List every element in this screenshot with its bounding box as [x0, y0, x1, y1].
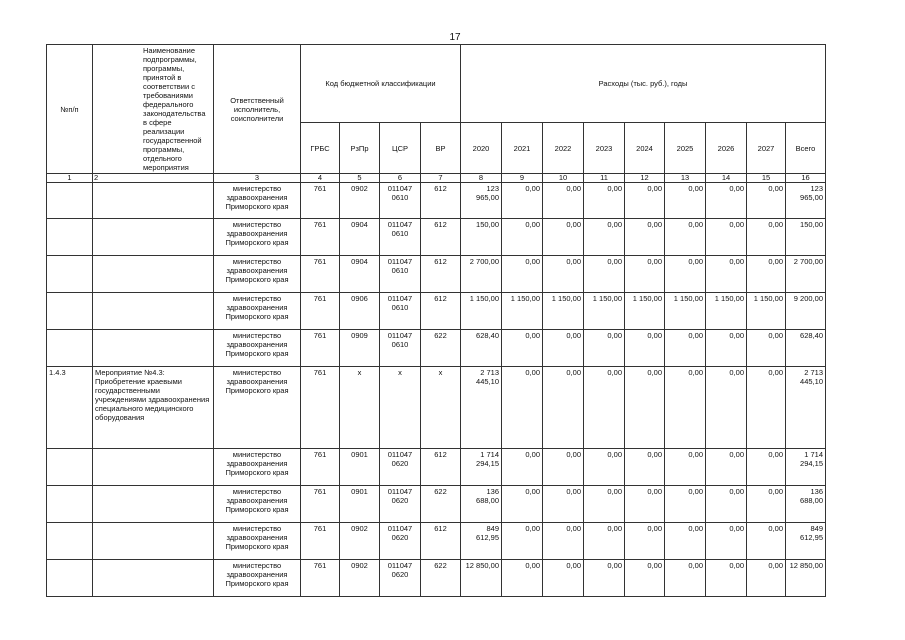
row-total: 9 200,00 — [786, 293, 826, 330]
row-value: 0,00 — [584, 523, 625, 560]
header-num: №п/п — [47, 45, 93, 174]
row-vr: 612 — [421, 183, 461, 219]
row-value: 0,00 — [625, 219, 665, 256]
row-value: 0,00 — [584, 330, 625, 367]
header-budget-code: Код бюджетной классификации — [301, 45, 461, 123]
header-csr: ЦСР — [380, 123, 421, 174]
row-grbs: 761 — [301, 486, 340, 523]
row-vr: 622 — [421, 486, 461, 523]
row-executor: министерство здравоохранения Приморского края — [214, 367, 301, 449]
row-number — [47, 256, 93, 293]
column-number: 6 — [380, 174, 421, 183]
row-value: 0,00 — [747, 523, 786, 560]
column-number: 14 — [706, 174, 747, 183]
column-number: 9 — [502, 174, 543, 183]
row-total: 628,40 — [786, 330, 826, 367]
row-value: 0,00 — [625, 256, 665, 293]
row-value: 0,00 — [706, 367, 747, 449]
row-number — [47, 523, 93, 560]
table-row — [47, 523, 826, 560]
row-name — [93, 330, 214, 367]
row-number — [47, 486, 93, 523]
row-executor: министерство здравоохранения Приморского края — [214, 449, 301, 486]
row-name — [93, 183, 214, 219]
row-value: 0,00 — [747, 330, 786, 367]
header-executor: Ответственный исполнитель, соисполнители — [214, 45, 301, 174]
row-grbs: 761 — [301, 183, 340, 219]
row-value: 0,00 — [665, 523, 706, 560]
row-value: 0,00 — [502, 330, 543, 367]
row-grbs: 761 — [301, 560, 340, 597]
row-csr: 011047 0610 — [380, 330, 421, 367]
row-number: 1.4.3 — [47, 367, 93, 449]
row-value: 0,00 — [543, 449, 584, 486]
row-grbs: 761 — [301, 523, 340, 560]
row-value: 0,00 — [543, 560, 584, 597]
row-grbs: 761 — [301, 449, 340, 486]
row-value: 0,00 — [543, 523, 584, 560]
row-rzpr: 0904 — [340, 256, 380, 293]
row-executor: министерство здравоохранения Приморского края — [214, 523, 301, 560]
row-value: 0,00 — [747, 560, 786, 597]
row-value: 0,00 — [502, 256, 543, 293]
row-value: 0,00 — [543, 256, 584, 293]
row-number — [47, 183, 93, 219]
row-rzpr: 0909 — [340, 330, 380, 367]
row-executor: министерство здравоохранения Приморского края — [214, 183, 301, 219]
row-value: 136 688,00 — [461, 486, 502, 523]
row-value: 0,00 — [502, 367, 543, 449]
row-value: 1 150,00 — [625, 293, 665, 330]
row-executor: министерство здравоохранения Приморского края — [214, 560, 301, 597]
row-grbs: 761 — [301, 293, 340, 330]
row-value: 0,00 — [584, 183, 625, 219]
row-vr: 612 — [421, 449, 461, 486]
row-name — [93, 449, 214, 486]
row-value: 0,00 — [665, 560, 706, 597]
page-number: 17 — [449, 32, 461, 43]
row-total: 2 713 445,10 — [786, 367, 826, 449]
row-value: 0,00 — [665, 330, 706, 367]
row-value: 0,00 — [706, 256, 747, 293]
row-value: 0,00 — [625, 367, 665, 449]
row-vr: 612 — [421, 293, 461, 330]
column-number: 4 — [301, 174, 340, 183]
row-rzpr: 0904 — [340, 219, 380, 256]
row-number — [47, 219, 93, 256]
row-grbs: 761 — [301, 367, 340, 449]
row-number — [47, 560, 93, 597]
row-value: 0,00 — [706, 330, 747, 367]
row-value: 1 150,00 — [665, 293, 706, 330]
row-value: 0,00 — [502, 523, 543, 560]
row-value: 0,00 — [747, 367, 786, 449]
row-value: 1 150,00 — [502, 293, 543, 330]
row-vr: х — [421, 367, 461, 449]
row-executor: министерство здравоохранения Приморского края — [214, 256, 301, 293]
row-grbs: 761 — [301, 330, 340, 367]
table-row — [47, 293, 826, 330]
row-total: 123 965,00 — [786, 183, 826, 219]
row-number — [47, 293, 93, 330]
column-number: 15 — [747, 174, 786, 183]
row-total: 150,00 — [786, 219, 826, 256]
row-value: 1 150,00 — [706, 293, 747, 330]
row-value: 0,00 — [706, 449, 747, 486]
column-number: 2 — [93, 174, 214, 183]
row-value: 0,00 — [502, 486, 543, 523]
row-value: 0,00 — [502, 219, 543, 256]
row-value: 0,00 — [584, 449, 625, 486]
row-value: 849 612,95 — [461, 523, 502, 560]
row-value: 1 150,00 — [747, 293, 786, 330]
column-number: 3 — [214, 174, 301, 183]
row-rzpr: 0902 — [340, 560, 380, 597]
header-year: 2024 — [625, 123, 665, 174]
header-year: 2022 — [543, 123, 584, 174]
row-value: 0,00 — [747, 449, 786, 486]
row-value: 0,00 — [625, 449, 665, 486]
row-value: 0,00 — [747, 183, 786, 219]
row-vr: 612 — [421, 256, 461, 293]
row-total: 849 612,95 — [786, 523, 826, 560]
row-value: 0,00 — [543, 219, 584, 256]
column-number: 1 — [47, 174, 93, 183]
row-executor: министерство здравоохранения Приморского края — [214, 486, 301, 523]
row-value: 1 150,00 — [584, 293, 625, 330]
column-number: 5 — [340, 174, 380, 183]
row-total: 1 714 294,15 — [786, 449, 826, 486]
row-value: 0,00 — [543, 486, 584, 523]
row-name — [93, 560, 214, 597]
row-rzpr: 0902 — [340, 523, 380, 560]
table-row — [47, 486, 826, 523]
row-number — [47, 330, 93, 367]
row-grbs: 761 — [301, 219, 340, 256]
header-total: Всего — [786, 123, 826, 174]
row-value: 0,00 — [502, 449, 543, 486]
row-rzpr: 0906 — [340, 293, 380, 330]
row-name — [93, 523, 214, 560]
row-value: 1 150,00 — [461, 293, 502, 330]
header-vr: ВР — [421, 123, 461, 174]
header-year: 2023 — [584, 123, 625, 174]
header-year: 2021 — [502, 123, 543, 174]
row-csr: 011047 0620 — [380, 449, 421, 486]
row-csr: 011047 0610 — [380, 293, 421, 330]
row-vr: 622 — [421, 330, 461, 367]
row-value: 0,00 — [665, 183, 706, 219]
table-row — [47, 367, 826, 449]
row-grbs: 761 — [301, 256, 340, 293]
row-value: 628,40 — [461, 330, 502, 367]
row-executor: министерство здравоохранения Приморского края — [214, 219, 301, 256]
row-value: 0,00 — [665, 486, 706, 523]
row-value: 0,00 — [584, 486, 625, 523]
header-year: 2020 — [461, 123, 502, 174]
column-number: 12 — [625, 174, 665, 183]
row-value: 0,00 — [625, 486, 665, 523]
row-value: 0,00 — [665, 256, 706, 293]
table-row — [47, 560, 826, 597]
column-number: 8 — [461, 174, 502, 183]
row-value: 0,00 — [625, 560, 665, 597]
row-value: 0,00 — [502, 560, 543, 597]
row-vr: 612 — [421, 523, 461, 560]
row-csr: х — [380, 367, 421, 449]
table-row — [47, 449, 826, 486]
row-value: 0,00 — [706, 183, 747, 219]
row-value: 0,00 — [543, 367, 584, 449]
header-year: 2026 — [706, 123, 747, 174]
row-csr: 011047 0620 — [380, 523, 421, 560]
row-vr: 612 — [421, 219, 461, 256]
row-value: 2 700,00 — [461, 256, 502, 293]
row-executor: министерство здравоохранения Приморского края — [214, 330, 301, 367]
row-vr: 622 — [421, 560, 461, 597]
table-row — [47, 256, 826, 293]
row-name — [93, 293, 214, 330]
header-rzpr: РзПр — [340, 123, 380, 174]
row-name — [93, 219, 214, 256]
column-number: 7 — [421, 174, 461, 183]
row-value: 0,00 — [543, 330, 584, 367]
row-csr: 011047 0620 — [380, 486, 421, 523]
row-value: 123 965,00 — [461, 183, 502, 219]
row-value: 0,00 — [665, 449, 706, 486]
table-row — [47, 183, 826, 219]
row-value: 0,00 — [584, 367, 625, 449]
row-rzpr: 0901 — [340, 486, 380, 523]
column-number: 13 — [665, 174, 706, 183]
row-csr: 011047 0620 — [380, 560, 421, 597]
row-value: 0,00 — [502, 183, 543, 219]
row-value: 0,00 — [665, 219, 706, 256]
row-total: 136 688,00 — [786, 486, 826, 523]
row-csr: 011047 0610 — [380, 219, 421, 256]
header-name: Наименование подпрограммы, программы, принятой в соответствии с требованиями федерального законодательства в сфере реализации государственной программы, отдельного мероприятия — [93, 45, 214, 174]
header-year: 2027 — [747, 123, 786, 174]
row-value: 2 713 445,10 — [461, 367, 502, 449]
row-value: 1 714 294,15 — [461, 449, 502, 486]
row-value: 0,00 — [625, 330, 665, 367]
table-row — [47, 330, 826, 367]
row-total: 2 700,00 — [786, 256, 826, 293]
row-csr: 011047 0610 — [380, 183, 421, 219]
row-rzpr: 0902 — [340, 183, 380, 219]
row-name — [93, 486, 214, 523]
header-year: 2025 — [665, 123, 706, 174]
row-value: 0,00 — [584, 219, 625, 256]
row-value: 1 150,00 — [543, 293, 584, 330]
row-rzpr: х — [340, 367, 380, 449]
row-name: Мероприятие №4.3: Приобретение краевыми государственными учреждениями здравоохранения специального медицинского оборудования — [93, 367, 214, 449]
column-number: 16 — [786, 174, 826, 183]
row-value: 150,00 — [461, 219, 502, 256]
row-value: 0,00 — [625, 183, 665, 219]
table-row — [47, 219, 826, 256]
row-value: 0,00 — [747, 256, 786, 293]
row-name — [93, 256, 214, 293]
row-value: 12 850,00 — [461, 560, 502, 597]
row-number — [47, 449, 93, 486]
header-grbs: ГРБС — [301, 123, 340, 174]
row-value: 0,00 — [706, 219, 747, 256]
row-executor: министерство здравоохранения Приморского края — [214, 293, 301, 330]
row-total: 12 850,00 — [786, 560, 826, 597]
row-value: 0,00 — [706, 486, 747, 523]
row-value: 0,00 — [706, 560, 747, 597]
row-value: 0,00 — [584, 560, 625, 597]
row-value: 0,00 — [584, 256, 625, 293]
row-value: 0,00 — [543, 183, 584, 219]
row-value: 0,00 — [706, 523, 747, 560]
row-value: 0,00 — [665, 367, 706, 449]
column-number: 10 — [543, 174, 584, 183]
row-rzpr: 0901 — [340, 449, 380, 486]
column-number: 11 — [584, 174, 625, 183]
budget-table — [46, 44, 826, 597]
row-value: 0,00 — [625, 523, 665, 560]
header-expenses: Расходы (тыс. руб.), годы — [461, 45, 826, 123]
row-csr: 011047 0610 — [380, 256, 421, 293]
row-value: 0,00 — [747, 219, 786, 256]
row-value: 0,00 — [747, 486, 786, 523]
